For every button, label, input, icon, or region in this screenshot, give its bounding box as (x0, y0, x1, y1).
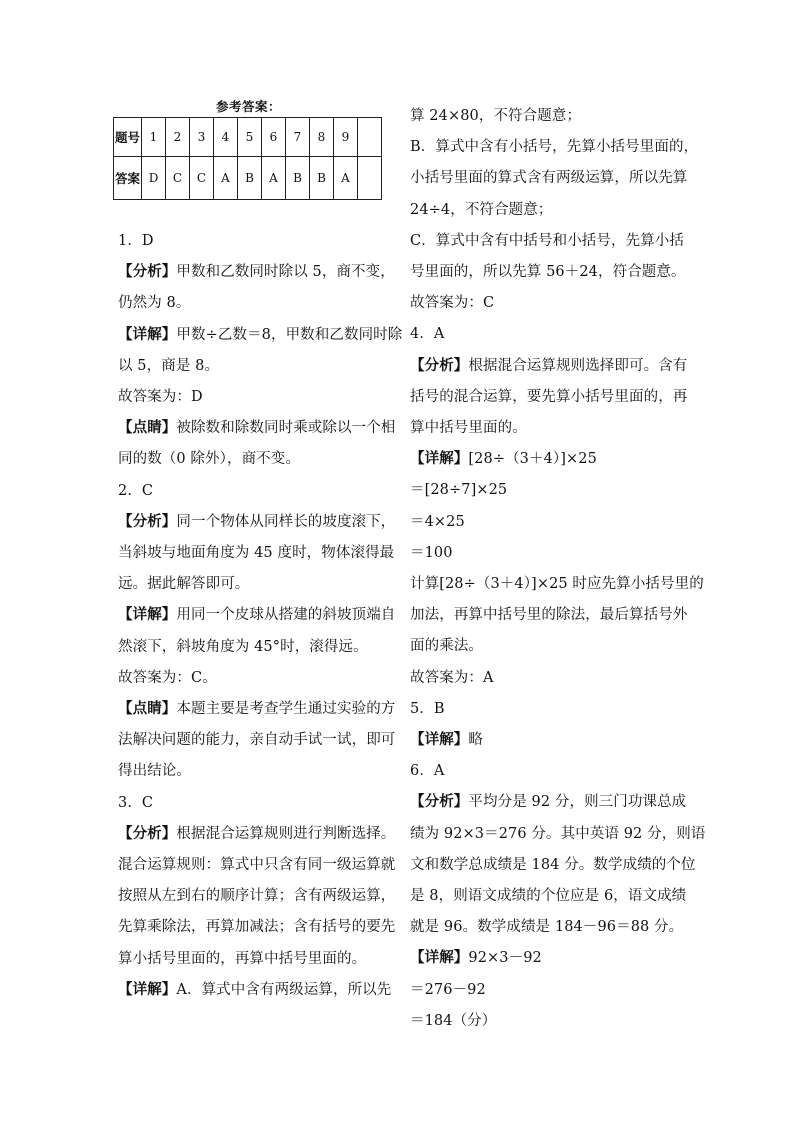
line-text: 6．A (410, 763, 445, 780)
text-line (410, 478, 507, 499)
question-number-cell: 6 (262, 118, 286, 157)
answer-cell (358, 157, 382, 200)
section-tag: 【分析】 (118, 512, 177, 530)
text-line (118, 666, 217, 687)
text-line (118, 947, 366, 968)
text-line (118, 572, 249, 593)
text-line (410, 572, 704, 593)
answer-cell: B (286, 157, 310, 200)
question-number-cell: 8 (310, 118, 334, 157)
text-line (410, 416, 527, 437)
answer-cell: B (238, 157, 262, 200)
line-text: 本题主要是考查学生通过实验的方 (176, 701, 396, 717)
text-line (118, 915, 395, 936)
line-text: 24÷4，不符合题意； (410, 201, 553, 218)
line-text: ＝[28÷7]×25 (410, 482, 508, 499)
line-text: 是 8，则语文成绩的个位应是 6，语文成绩 (410, 888, 687, 904)
text-line (410, 322, 445, 343)
line-text: 然滚下，斜坡角度为 45°时，滚得远。 (118, 638, 368, 655)
line-text: 被除数和除数同时乘或除以一个相 (176, 420, 396, 437)
text-line (118, 447, 300, 468)
line-text: 故答案为：C (410, 295, 495, 312)
section-tag: 【分析】 (118, 263, 177, 281)
section-tag: 【分析】 (410, 356, 469, 374)
text-line (118, 323, 402, 344)
text-line (410, 603, 687, 624)
text-line (410, 666, 494, 687)
text-line (118, 697, 395, 718)
question-number-cell: 4 (214, 118, 238, 157)
line-text: 算小括号里面的，再算中括号里面的。 (118, 950, 367, 967)
line-text: 4．A (410, 326, 445, 343)
section-tag: 【详解】 (118, 325, 177, 343)
question-number-cell: 7 (286, 118, 310, 157)
line-text: 加法，再算中括号里的除法，最后算括号外 (410, 607, 688, 624)
text-line (410, 1009, 496, 1030)
text-line (118, 416, 395, 437)
answer-table (113, 117, 382, 200)
line-text: 2．C (118, 482, 154, 499)
question-number-cell: 3 (190, 118, 214, 157)
line-text: 用同一个皮球从搭建的斜坡顶端自 (176, 607, 396, 624)
answer-cell: A (262, 157, 286, 200)
text-line (118, 635, 368, 656)
text-line (410, 510, 465, 531)
line-text: 甲数和乙数同时除以 5，商不变， (176, 264, 395, 281)
line-text: C．算式中含有中括号和小括号，先算小括 (410, 232, 684, 249)
line-text: 同的数（0 除外），商不变。 (118, 451, 300, 468)
text-line (410, 790, 686, 811)
text-line (410, 978, 486, 999)
text-line (410, 634, 483, 655)
text-line (118, 479, 153, 500)
line-text: 得出结论。 (118, 763, 191, 780)
line-text: 3．C (118, 794, 154, 811)
answer-cell: D (142, 157, 166, 200)
text-line (410, 104, 581, 125)
text-line (118, 822, 395, 843)
line-text: 故答案为：D (118, 389, 203, 405)
text-line (410, 198, 552, 219)
line-text: 略 (468, 732, 484, 748)
line-text: ＝276－92 (410, 981, 486, 998)
text-line (118, 385, 203, 406)
line-text: 按照从左到右的顺序计算；含有两级运算， (118, 888, 396, 905)
text-line (410, 697, 445, 718)
text-line (118, 759, 191, 780)
text-line (118, 728, 395, 749)
text-line (118, 603, 395, 624)
text-line (410, 884, 686, 905)
text-line (410, 759, 445, 780)
line-text: ＝100 (410, 544, 453, 561)
line-text: ＝184（分） (410, 1012, 497, 1029)
text-line (118, 291, 190, 312)
line-text: 就是 96。数学成绩是 184－96＝88 分。 (410, 919, 684, 936)
line-text: 故答案为：C。 (118, 669, 217, 686)
text-line (410, 385, 687, 406)
text-line (410, 166, 687, 187)
question-number-cell: 1 (142, 118, 166, 157)
line-text: 混合运算规则：算式中只含有同一级运算就 (118, 857, 396, 873)
text-line (118, 853, 395, 874)
line-text: 以 5，商是 8。 (118, 357, 220, 374)
text-line (410, 291, 494, 312)
text-line (118, 791, 153, 812)
line-text: 甲数÷乙数＝8，甲数和乙数同时除 (176, 326, 403, 343)
line-text: 平均分是 92 分，则三门功课总成 (468, 794, 687, 811)
question-number-cell: 9 (334, 118, 358, 157)
line-text: 计算[28÷（3＋4）]×25 时应先算小括号里的 (410, 576, 704, 592)
line-text: 算中括号里面的。 (410, 420, 527, 436)
text-line (118, 260, 395, 281)
answer-table-title: 参考答案： (216, 99, 282, 114)
answer-cell: C (166, 157, 190, 200)
line-text: 号里面的，所以先算 56＋24，符合题意。 (410, 264, 686, 280)
answer-cell: B (310, 157, 334, 200)
line-text: 根据混合运算规则进行判断选择。 (176, 825, 396, 842)
line-text: A．算式中含有两级运算，所以先 (176, 981, 392, 998)
line-text: 故答案为：A (410, 669, 494, 686)
line-text: 1．D (118, 233, 154, 249)
text-line (410, 229, 684, 250)
line-text: 同一个物体从同样长的坡度滚下， (176, 513, 396, 530)
text-line (118, 541, 394, 562)
text-line (410, 822, 706, 843)
answer-cell: A (334, 157, 358, 200)
line-text: [28÷（3＋4）]×25 (468, 451, 597, 468)
question-number-cell: 2 (166, 118, 190, 157)
text-line (410, 447, 597, 468)
section-tag: 【详解】 (118, 606, 177, 624)
line-text: 5．B (410, 700, 445, 717)
line-text: 法解决问题的能力，亲自动手试一试，即可 (118, 732, 396, 749)
line-text: 根据混合运算规则选择即可。含有 (468, 357, 688, 374)
text-line (410, 260, 686, 281)
question-number-cell (358, 118, 382, 157)
line-text: 面的乘法。 (410, 638, 483, 655)
line-text: ＝4×25 (410, 513, 465, 530)
section-tag: 【详解】 (410, 450, 469, 468)
text-line (410, 354, 687, 375)
line-text: 先算乘除法，再算加减法；含有括号的要先 (118, 919, 396, 936)
line-text: B．算式中含有小括号，先算小括号里面的， (410, 139, 699, 156)
line-text: 算 24×80，不符合题意； (410, 108, 582, 124)
question-number-cell: 5 (238, 118, 262, 157)
line-text: 92×3－92 (468, 950, 542, 967)
section-tag: 【分析】 (118, 824, 177, 842)
text-line (410, 853, 696, 874)
line-text: 绩为 92×3＝276 分。其中英语 92 分，则语 (410, 825, 706, 842)
line-text: 仍然为 8。 (118, 295, 191, 312)
section-tag: 【分析】 (410, 793, 469, 811)
section-tag: 【详解】 (410, 731, 469, 748)
section-tag: 【点睛】 (118, 419, 177, 437)
text-line (410, 946, 542, 967)
text-line (118, 354, 219, 375)
line-text: 小括号里面的算式含有两级运算，所以先算 (410, 170, 688, 187)
text-line (410, 541, 453, 562)
answer-cell: C (190, 157, 214, 200)
answer-cell: A (214, 157, 238, 200)
text-line (410, 728, 483, 749)
line-text: 括号的混合运算，要先算小括号里面的，再 (410, 388, 688, 405)
text-line (118, 978, 391, 999)
row-header-answer: 答案 (114, 157, 142, 200)
section-tag: 【详解】 (118, 980, 177, 998)
text-line (410, 135, 698, 156)
section-tag: 【点睛】 (118, 700, 177, 717)
section-tag: 【详解】 (410, 949, 469, 967)
text-line (410, 915, 683, 936)
text-line (118, 229, 154, 250)
line-text: 当斜坡与地面角度为 45 度时，物体滚得最 (118, 545, 395, 561)
text-line (118, 510, 395, 531)
row-header-number: 题号 (114, 118, 142, 157)
line-text: 文和数学总成绩是 184 分。数学成绩的个位 (410, 856, 696, 873)
line-text: 远。据此解答即可。 (118, 576, 250, 593)
text-line (118, 884, 395, 905)
